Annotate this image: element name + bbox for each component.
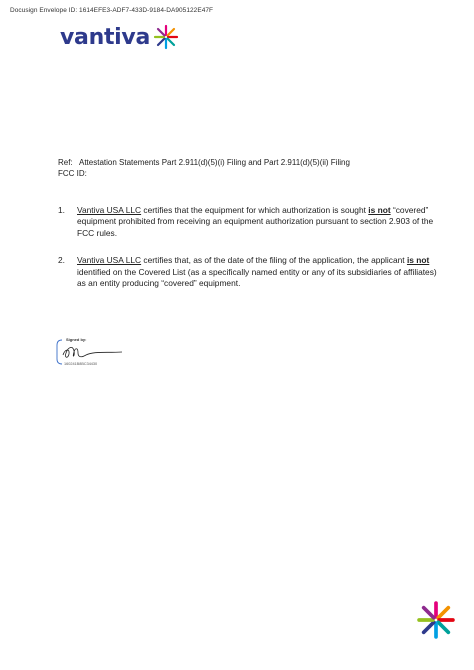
item-text-b: identified on the Covered List (as a specifically named entity or any of its subsidiaries of affiliates) as an entity producing “covered” equipment.: [77, 266, 437, 289]
docusign-envelope-id: Docusign Envelope ID: 1614EFE3-ADF7-433D-9184-DA905122E47F: [10, 7, 214, 14]
item-text: [77, 205, 438, 239]
item-text-a: certifies that the equipment for which authorization is sought: [141, 205, 369, 215]
vantiva-starburst-icon: [153, 24, 179, 50]
signature-id: 160241B8BC34430: [64, 362, 98, 366]
company-name: Vantiva USA LLC: [77, 255, 142, 266]
signature-block: [56, 337, 136, 369]
item-number: 1.: [58, 205, 65, 215]
signed-by-label: Signed by:: [66, 337, 87, 342]
item-text: [77, 255, 438, 289]
ref-text: Attestation Statements Part 2.911(d)(5)(i) Filing and Part 2.911(d)(5)(ii) Filing: [79, 158, 350, 167]
ref-label: Ref:: [58, 158, 73, 167]
attestation-list: [58, 205, 438, 305]
item-text-b: “covered” equipment prohibited from receiving an equipment authorization pursuant to section 2.903 of the FCC rules.: [77, 205, 434, 238]
ref-line: [58, 157, 350, 168]
vantiva-starburst-icon: [416, 600, 456, 640]
fcc-id-label: FCC ID:: [58, 169, 87, 178]
item-text-a: certifies that, as of the date of the filing of the application, the applicant: [141, 255, 407, 266]
item-number: 2.: [58, 255, 65, 266]
emphasis-is-not: is not: [406, 255, 430, 266]
vantiva-logo: [60, 24, 179, 50]
emphasis-is-not: is not: [368, 205, 391, 215]
logo-text: vantiva: [60, 24, 150, 50]
reference-block: [58, 157, 350, 179]
company-name: Vantiva USA LLC: [77, 205, 142, 215]
list-item: [58, 255, 438, 289]
list-item: [58, 205, 438, 239]
